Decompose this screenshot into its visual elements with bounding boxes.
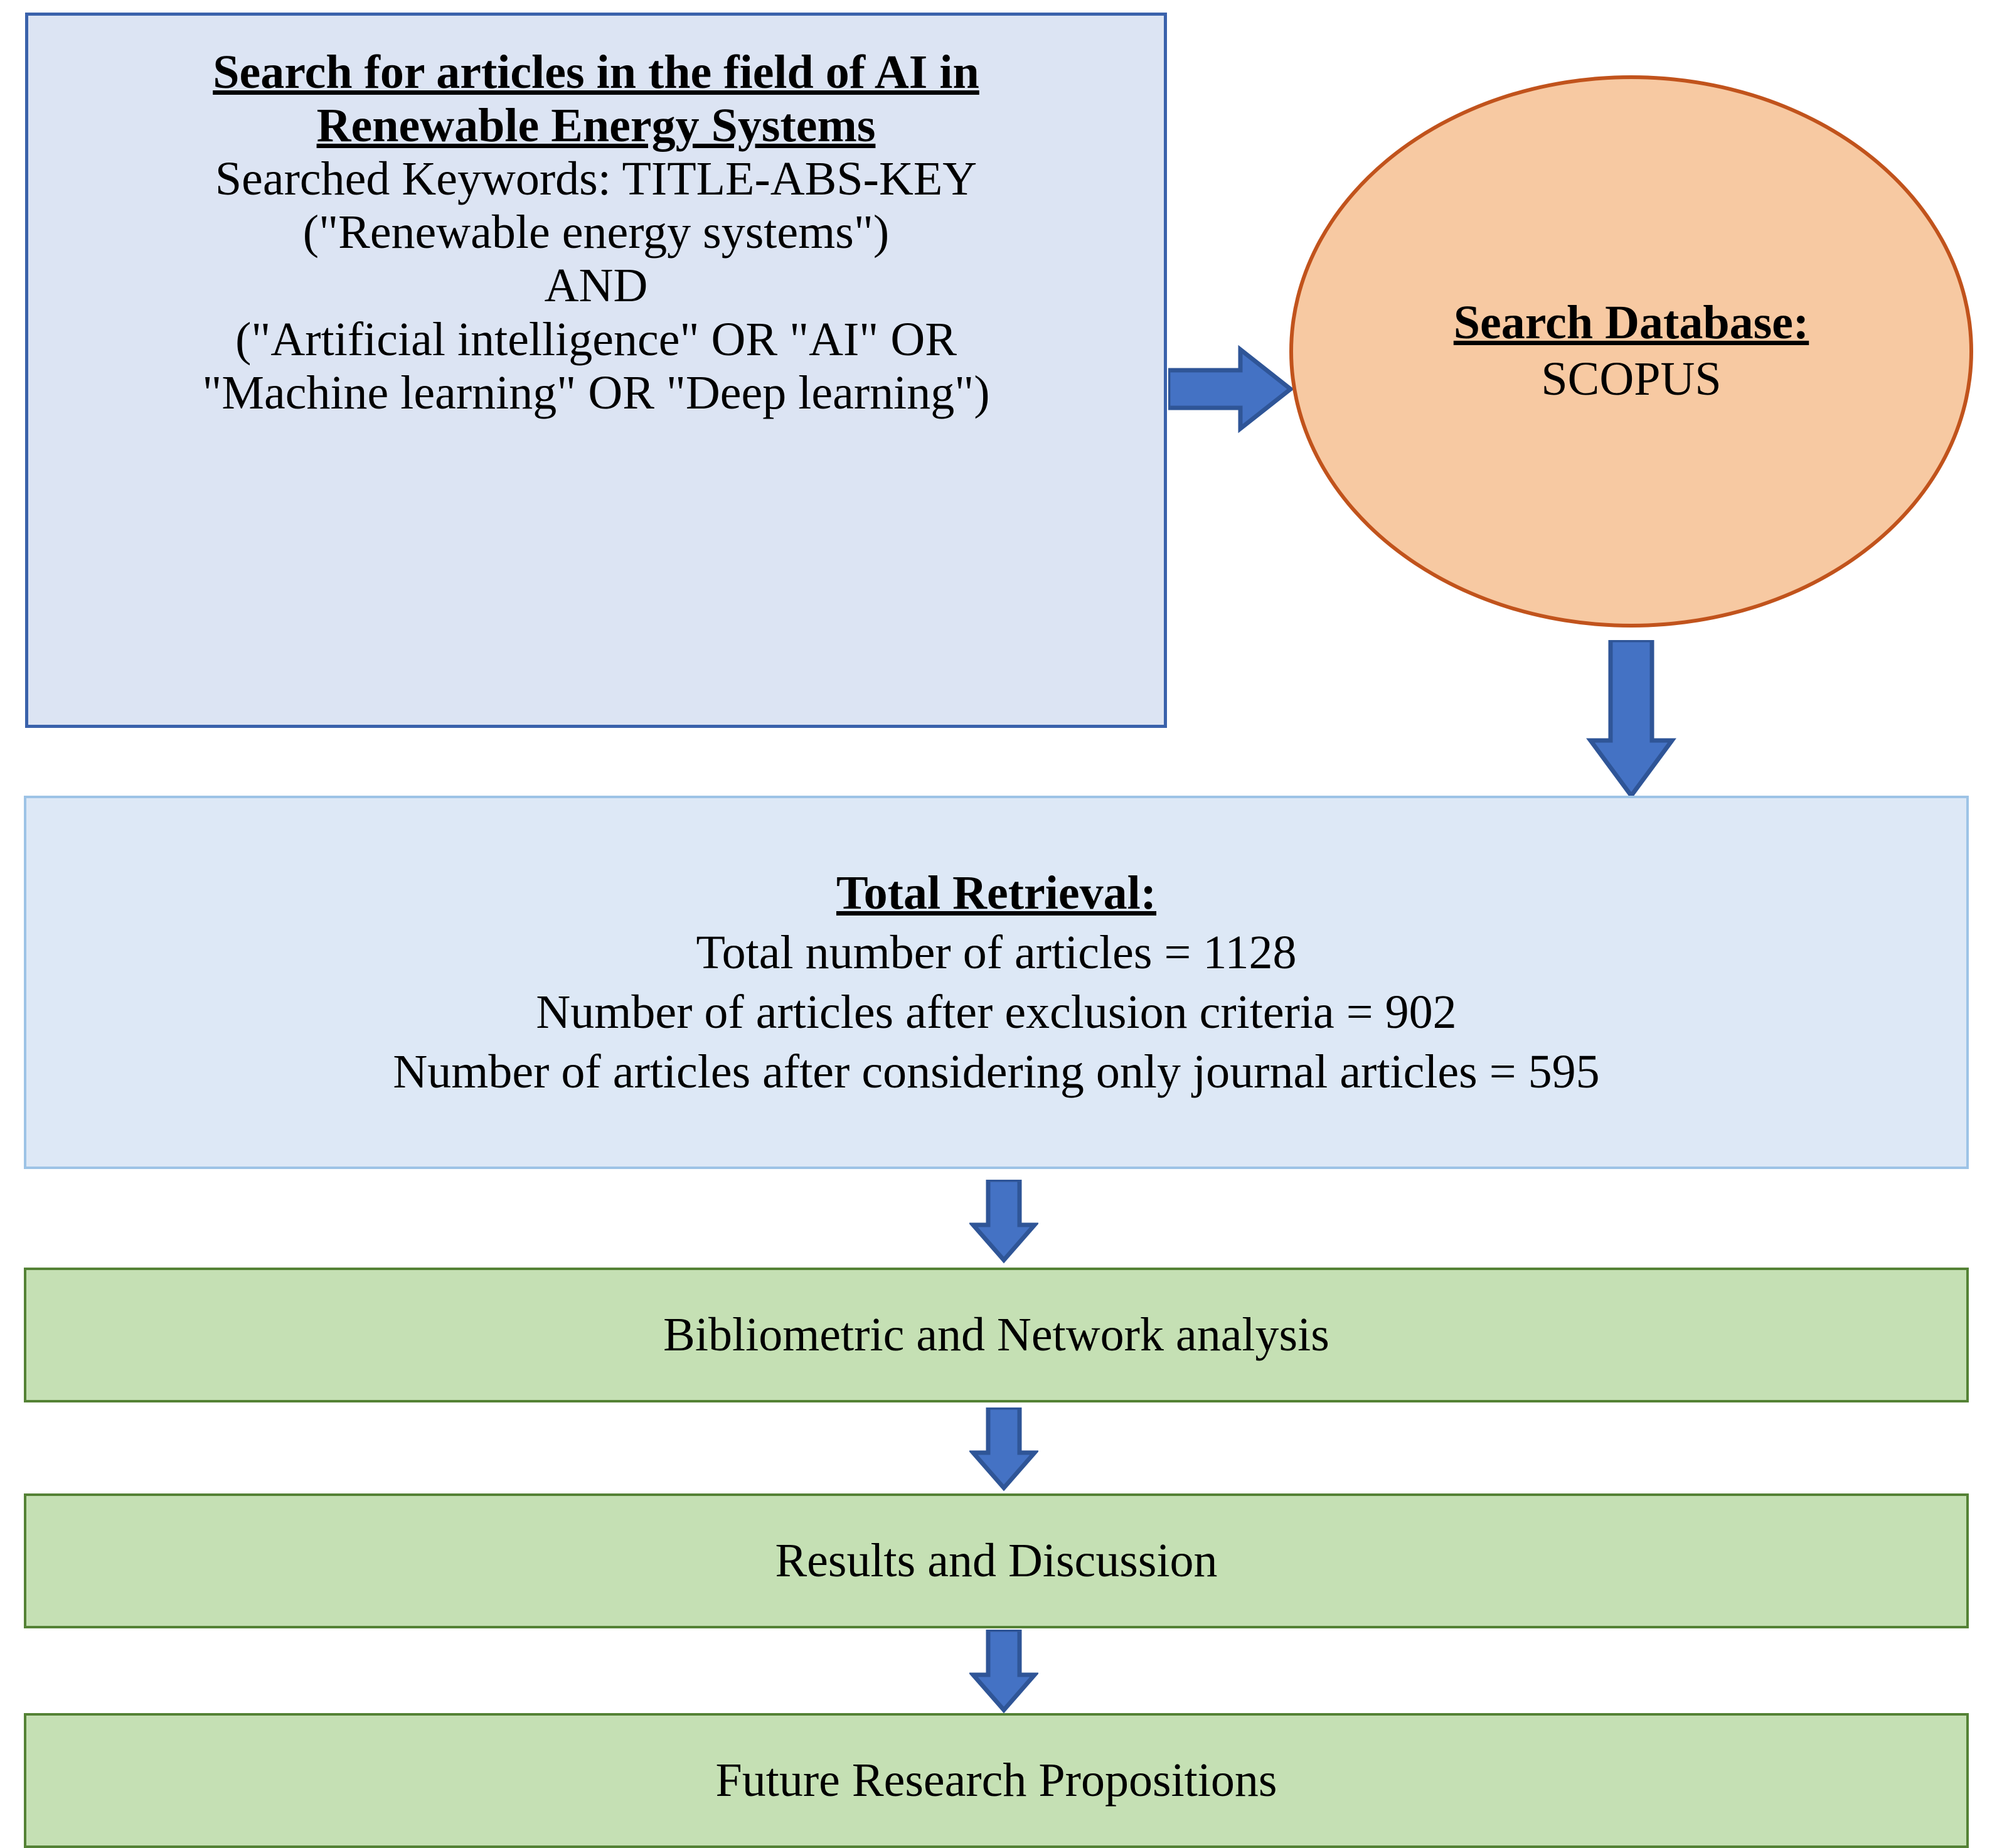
retrieval-line-3: Number of articles after considering only journal articles = 595 [393, 1045, 1600, 1098]
database-name: SCOPUS [1541, 353, 1722, 405]
step-label-results: Results and Discussion [775, 1534, 1218, 1587]
total-retrieval-box [24, 796, 1969, 1169]
arrow-search-to-database [1168, 342, 1294, 436]
arrow-results-to-future [969, 1630, 1038, 1714]
step-future-research-propositions [24, 1713, 1969, 1848]
retrieval-heading: Total Retrieval: [836, 866, 1157, 919]
retrieval-line-1: Total number of articles = 1128 [696, 926, 1297, 979]
search-database-ellipse [1289, 75, 1973, 628]
step-label-future-research: Future Research Propositions [715, 1754, 1277, 1807]
step-bibliometric-analysis [24, 1268, 1969, 1402]
search-criteria-box [25, 13, 1167, 728]
retrieval-line-2: Number of articles after exclusion criteria = 902 [536, 985, 1457, 1039]
database-heading: Search Database: [1453, 296, 1809, 350]
search-keywords-line-5: "Machine learning" OR "Deep learning") [202, 366, 990, 419]
search-keywords-line-4: ("Artificial intelligence" OR "AI" OR [235, 312, 957, 366]
step-results-and-discussion [24, 1493, 1969, 1628]
arrow-database-to-retrieval [1584, 640, 1678, 800]
search-heading-line-1: Search for articles in the field of AI in [213, 46, 979, 99]
arrow-retrieval-to-bibliometric [969, 1180, 1038, 1264]
search-heading-line-2: Renewable Energy Systems [316, 99, 876, 152]
search-keywords-line-1: Searched Keywords: TITLE-ABS-KEY [215, 152, 977, 206]
arrow-bibliometric-to-results [969, 1407, 1038, 1492]
search-keywords-line-3: AND [544, 259, 648, 312]
search-keywords-line-2: ("Renewable energy systems") [302, 206, 890, 259]
step-label-bibliometric: Bibliometric and Network analysis [663, 1308, 1329, 1361]
